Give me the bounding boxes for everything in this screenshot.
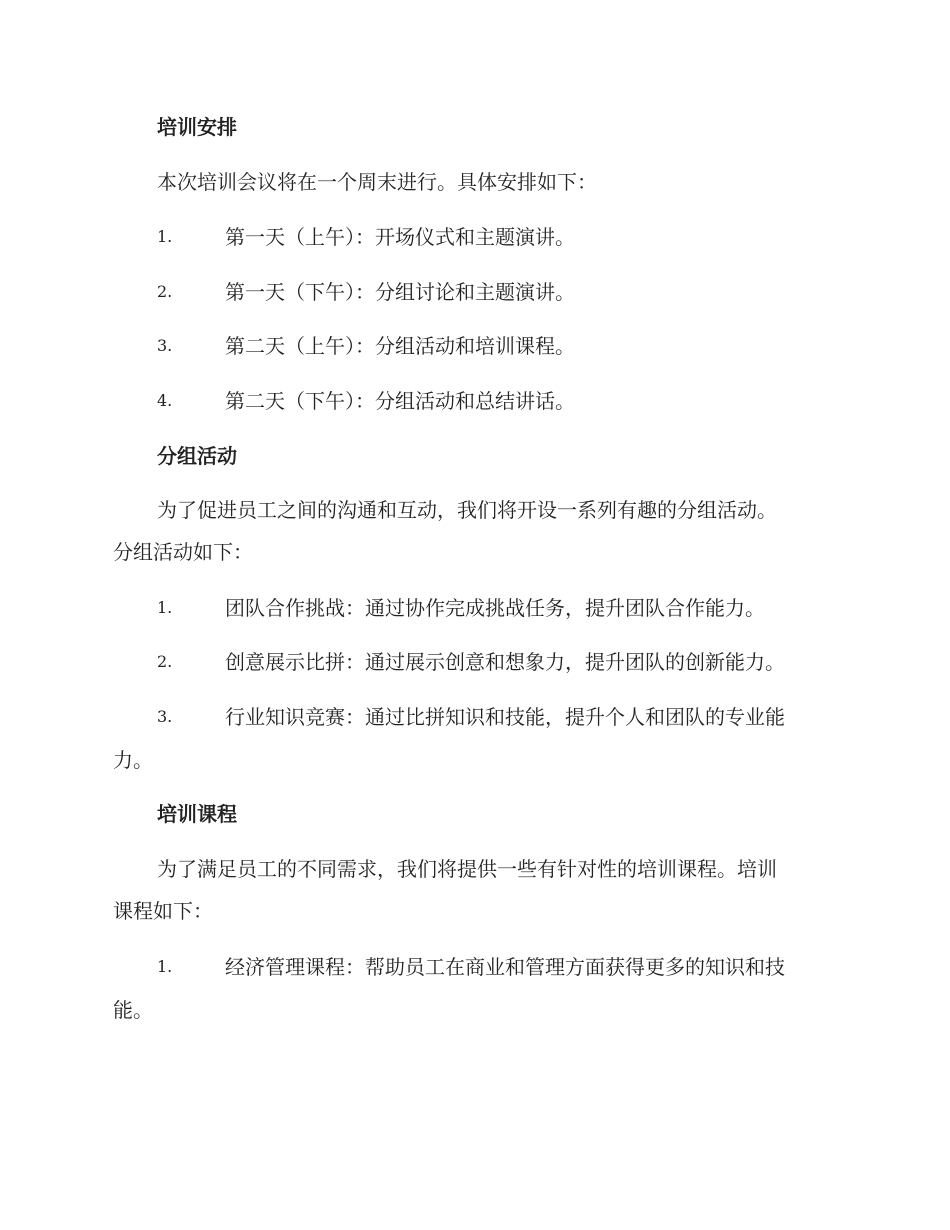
list-number: 2. xyxy=(157,282,173,301)
list-item: 经济管理课程：帮助员工在商业和管理方面获得更多的知识和技 xyxy=(225,955,785,979)
list-item: 第二天（下午）：分组活动和总结讲话。 xyxy=(225,389,575,413)
list-number: 1. xyxy=(157,598,173,617)
list-number: 2. xyxy=(157,652,173,671)
list-number: 4. xyxy=(157,391,173,410)
list-item: 团队合作挑战：通过协作完成挑战任务，提升团队合作能力。 xyxy=(225,596,765,620)
list-item: 第一天（上午）：开场仪式和主题演讲。 xyxy=(225,225,575,249)
paragraph-line: 分组活动如下： xyxy=(113,540,253,564)
list-item: 行业知识竞赛：通过比拼知识和技能，提升个人和团队的专业能 xyxy=(225,705,785,729)
list-item: 创意展示比拼：通过展示创意和想象力，提升团队的创新能力。 xyxy=(225,650,785,674)
paragraph-line: 课程如下： xyxy=(113,899,213,923)
list-item-continuation: 力。 xyxy=(113,748,153,772)
section-heading: 培训安排 xyxy=(157,115,237,139)
list-number: 1. xyxy=(157,957,173,976)
section-heading: 培训课程 xyxy=(157,802,237,826)
list-number: 1. xyxy=(157,227,173,246)
list-item: 第一天（下午）：分组讨论和主题演讲。 xyxy=(225,280,575,304)
section-heading: 分组活动 xyxy=(157,444,237,468)
paragraph-line: 本次培训会议将在一个周末进行。具体安排如下： xyxy=(157,170,597,194)
paragraph-line: 为了满足员工的不同需求，我们将提供一些有针对性的培训课程。培训 xyxy=(157,857,777,881)
list-item: 第二天（上午）：分组活动和培训课程。 xyxy=(225,334,575,358)
paragraph-line: 为了促进员工之间的沟通和互动，我们将开设一系列有趣的分组活动。 xyxy=(157,498,777,522)
list-number: 3. xyxy=(157,336,173,355)
list-item-continuation: 能。 xyxy=(113,998,153,1022)
list-number: 3. xyxy=(157,707,173,726)
